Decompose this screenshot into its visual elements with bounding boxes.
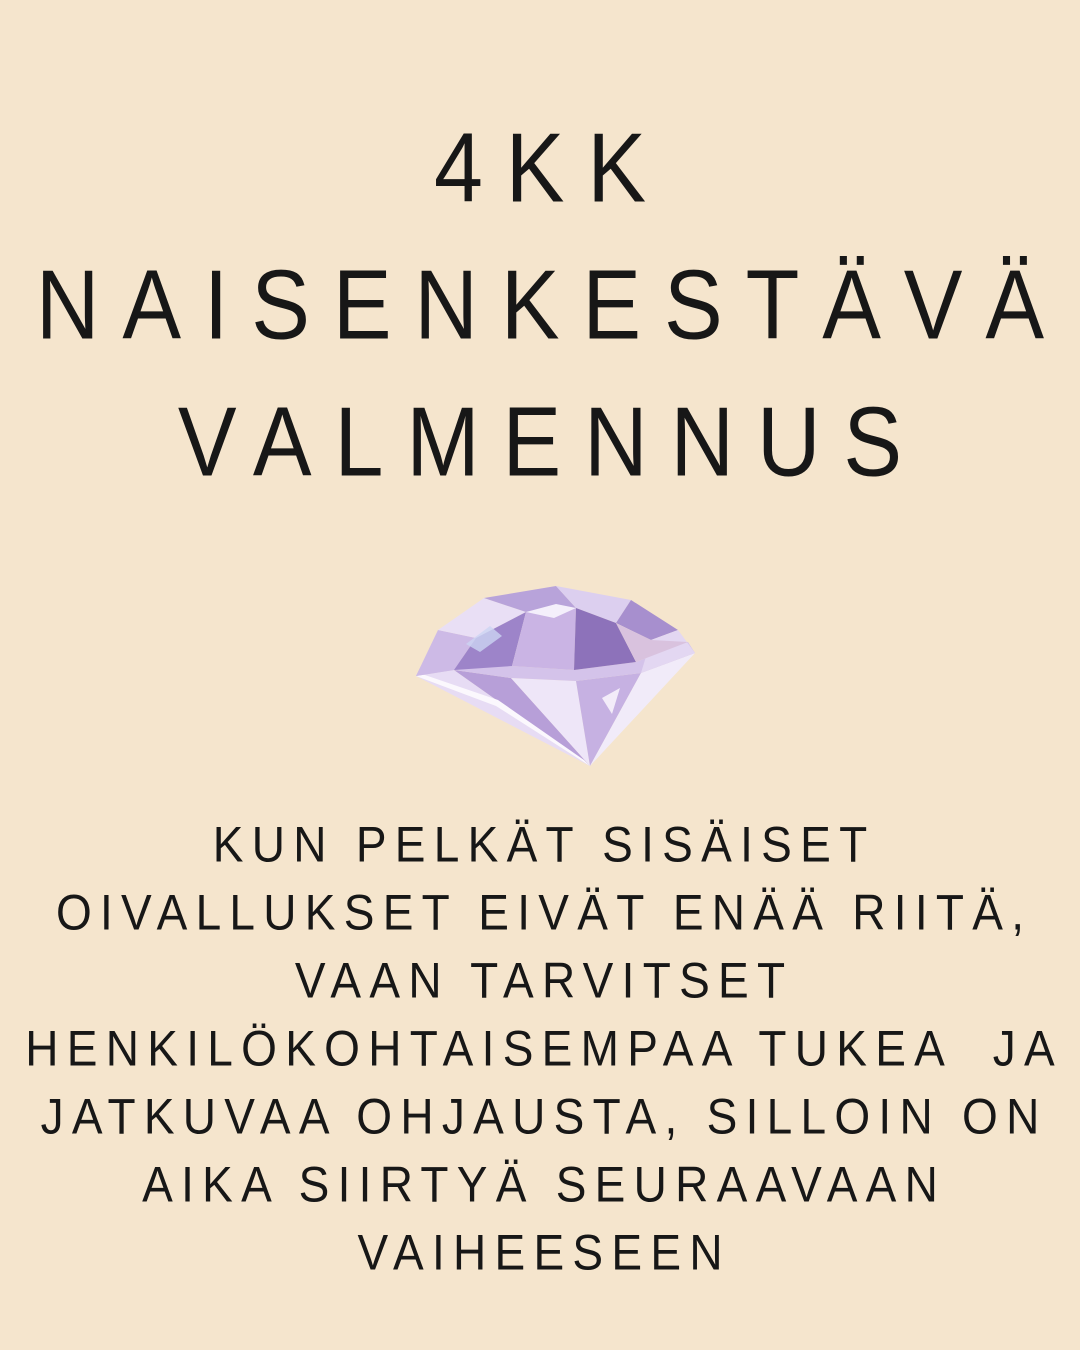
diamond-icon [406, 578, 698, 770]
body-line-7: VAIHEESEEN [357, 1223, 731, 1281]
title-line-2: NAISENKESTÄVÄ [35, 249, 1067, 360]
body-paragraph [0, 810, 1080, 1286]
body-line-4: HENKILÖKOHTAISEMPAA TUKEA JA [25, 1019, 1063, 1077]
title-line-3: VALMENNUS [177, 386, 925, 497]
title-line-1: 4KK [433, 112, 669, 223]
body-line-3: VAAN TARVITSET [294, 951, 794, 1009]
body-line-6: AIKA SIIRTYÄ SEURAAVAAN [142, 1155, 947, 1213]
page-title [0, 99, 1080, 510]
body-line-5: JATKUVAA OHJAUSTA, SILLOIN ON [40, 1087, 1048, 1145]
body-line-2: OIVALLUKSET EIVÄT ENÄÄ RIITÄ, [55, 883, 1033, 941]
body-line-1: KUN PELKÄT SISÄISET [212, 815, 876, 873]
diamond-image [406, 578, 698, 770]
